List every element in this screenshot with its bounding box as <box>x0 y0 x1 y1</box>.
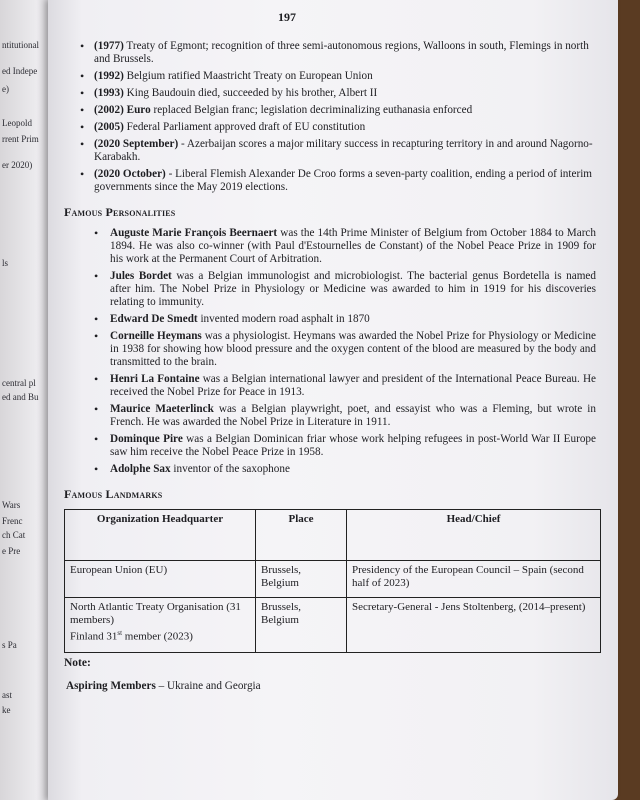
left-page-fragment: er 2020) <box>2 160 33 170</box>
timeline-text: Belgium ratified Maastricht Treaty on European Union <box>123 70 373 82</box>
org-name: European Union (EU) <box>70 564 168 576</box>
left-page-fragment: ls <box>2 258 9 268</box>
table-header-place: Place <box>256 510 347 561</box>
timeline-text: King Baudouin died, succeeded by his brother, Albert II <box>123 87 378 99</box>
timeline-year: (1993) <box>94 87 124 99</box>
page-number: 197 <box>278 10 296 24</box>
personality-text: was a Belgian international lawyer and president of the International Peace Bureau. He received the Nobel Prize for Peace in 1913. <box>110 373 596 398</box>
left-page-fragment: s Pa <box>2 640 17 650</box>
personality-item <box>72 373 618 399</box>
personality-text: inventor of the saxophone <box>170 463 290 475</box>
aspiring-label: Aspiring Members <box>66 680 156 692</box>
left-page-fragment: Leopold <box>2 118 32 128</box>
personality-item <box>72 403 618 429</box>
table-cell-place: Brussels, Belgium <box>256 561 347 598</box>
timeline-item <box>48 40 618 66</box>
landmarks-heading: Famous Landmarks <box>64 487 163 501</box>
personality-text: was a physiologist. Heymans was awarded the Nobel Prize for Physiology or Medicine in 1938 for showing how blood pressure and the oxygen content of the blood are measured by the body and transmitted to the brain. <box>110 330 596 368</box>
personalities-list <box>48 227 618 476</box>
timeline-item <box>48 121 618 134</box>
left-page-fragment: ast <box>2 690 12 700</box>
timeline-list <box>48 40 618 194</box>
timeline-text: - Liberal Flemish Alexander De Croo forms a seven-party coalition, ending a period of interim governments since the May 2019 elections. <box>94 168 593 193</box>
table-row <box>65 598 601 653</box>
left-page-fragment: ntitutional <box>2 40 39 50</box>
timeline-item <box>48 168 618 194</box>
left-page-fragment: Frenc <box>2 516 23 526</box>
personality-item <box>72 433 618 459</box>
timeline-text: - Azerbaijan scores a major military success in recapturing territory in and around Nagorno-Karabakh. <box>94 138 593 163</box>
timeline-year: (2020 September) <box>94 138 179 150</box>
page-content <box>48 40 618 693</box>
table-cell-head: Presidency of the European Council – Spain (second half of 2023) <box>347 561 601 598</box>
personality-item <box>72 463 618 476</box>
left-page-fragment: ed and Bu <box>2 392 39 402</box>
left-page-fragment: central pl <box>2 378 36 388</box>
table-cell-place: Brussels, Belgium <box>256 598 347 653</box>
table-header-head: Head/Chief <box>347 510 601 561</box>
left-page-fragment: ch Cat <box>2 530 26 540</box>
timeline-year: (1992) <box>94 70 124 82</box>
personality-item <box>72 227 618 266</box>
left-page-edge <box>0 0 52 800</box>
timeline-bold: Euro <box>126 104 151 116</box>
personalities-heading: Famous Personalities <box>64 205 176 219</box>
personality-name: Auguste Marie François Beernaert <box>110 227 278 239</box>
org-name: North Atlantic Treaty Organisation (31 members) <box>70 601 241 626</box>
left-page-fragment: e Pre <box>2 546 21 556</box>
table-header-org: Organization Headquarter <box>65 510 256 561</box>
personality-item <box>72 330 618 369</box>
landmarks-table <box>64 509 601 653</box>
timeline-text: replaced Belgian franc; legislation decriminalizing euthanasia enforced <box>150 104 473 116</box>
personality-name: Dominque Pire <box>110 433 183 445</box>
personality-text: was the 14th Prime Minister of Belgium from October 1884 to March 1894. He was also co-winner (with Paul d'Estournelles de Constant) of the Nobel Peace Prize in 1909 for his work at the Permanent Court of Arbitration. <box>110 227 596 265</box>
personality-text: was a Belgian Dominican friar whose work helping refugees in post-World War II Europe saw him receive the Nobel Peace Prize in 1958. <box>110 433 596 458</box>
timeline-item <box>48 87 618 100</box>
table-cell-org <box>65 561 256 598</box>
timeline-item <box>48 104 618 117</box>
timeline-year: (2005) <box>94 121 124 133</box>
timeline-item <box>48 70 618 83</box>
timeline-year: (2002) <box>94 104 124 116</box>
timeline-year: (1977) <box>94 40 124 52</box>
personality-name: Henri La Fontaine <box>110 373 200 385</box>
left-page-fragment: ed Indepe <box>2 66 38 76</box>
personality-item <box>72 313 618 326</box>
org-extra-sup: st <box>117 629 123 637</box>
personality-name: Adolphe Sax <box>110 463 171 475</box>
personality-name: Corneille Heymans <box>110 330 202 342</box>
table-row <box>65 561 601 598</box>
timeline-item <box>48 138 618 164</box>
personality-text: was a Belgian playwright, poet, and essayist who was a Fleming, but wrote in French. He was awarded the Nobel Prize in Literature in 1911. <box>110 403 597 428</box>
note-heading: Note: <box>64 657 91 669</box>
book-page <box>48 0 618 800</box>
timeline-year: (2020 October) <box>94 168 166 180</box>
personality-name: Jules Bordet <box>110 270 172 282</box>
left-page-fragment: Wars <box>2 500 21 510</box>
aspiring-members <box>66 680 618 693</box>
personality-item <box>72 270 618 309</box>
timeline-text: Federal Parliament approved draft of EU constitution <box>123 121 366 133</box>
left-page-fragment: e) <box>2 84 9 94</box>
personality-name: Edward De Smedt <box>110 313 198 325</box>
table-cell-org <box>65 598 256 653</box>
personality-text: invented modern road asphalt in 1870 <box>197 313 370 325</box>
aspiring-text: – Ukraine and Georgia <box>155 680 261 692</box>
table-cell-head: Secretary-General - Jens Stoltenberg, (2014–present) <box>347 598 601 653</box>
left-page-fragment: rrent Prim <box>2 134 39 144</box>
org-extra-tail: member (2023) <box>122 630 193 643</box>
left-page-fragment: ke <box>2 705 11 715</box>
org-extra: Finland 31 <box>70 630 118 643</box>
personality-text: was a Belgian immunologist and microbiologist. The bacterial genus Bordetella is named after him. The Nobel Prize in Physiology or Medicine was awarded to him in 1919 for his discoveries relating to immunity. <box>110 270 596 308</box>
personality-name: Maurice Maeterlinck <box>110 403 214 415</box>
timeline-text: Treaty of Egmont; recognition of three semi-autonomous regions, Walloons in south, Flemings in north and Brussels. <box>94 40 589 65</box>
